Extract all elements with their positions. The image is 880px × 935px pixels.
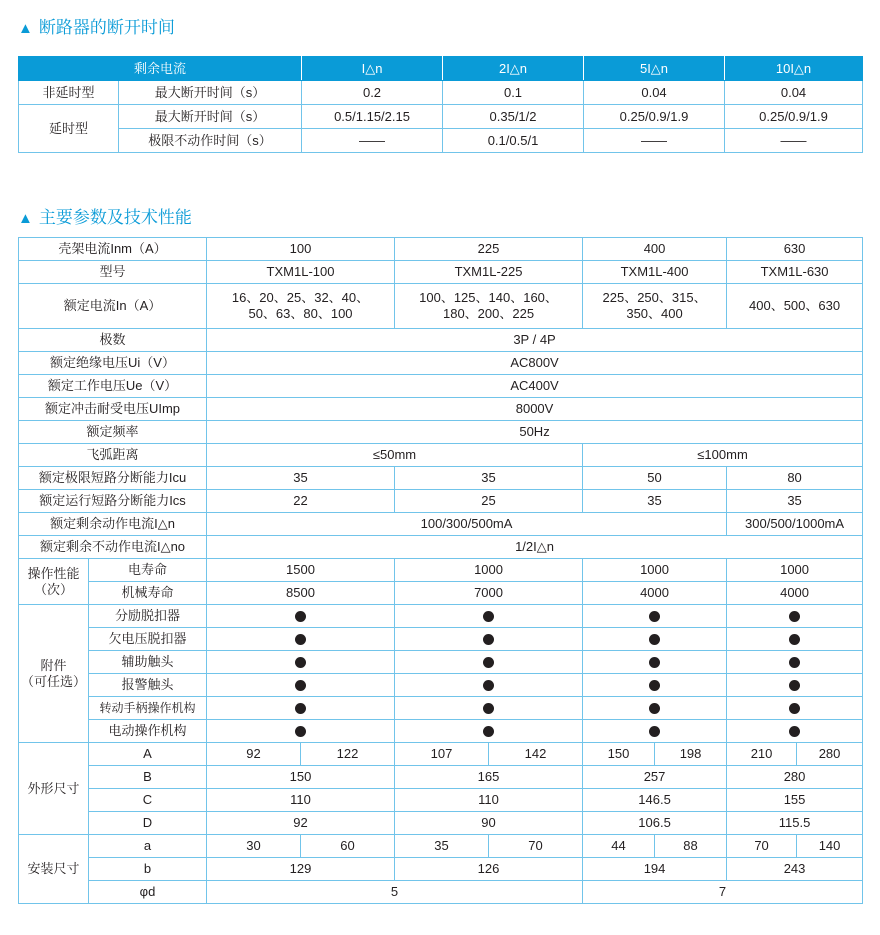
table-row [19,329,863,352]
cell: 7000 [395,582,583,605]
cell [727,605,863,628]
cell: 4000 [583,582,727,605]
cell: 243 [727,858,863,881]
cell: 1000 [395,559,583,582]
row-label: 最大断开时间（s） [119,81,302,105]
cell: —— [302,129,443,153]
filled-dot-icon [483,703,494,714]
row-label: 机械寿命 [89,582,207,605]
cell: 122 [301,743,395,766]
row-group: 外形尺寸 [19,743,89,835]
cell [727,697,863,720]
row-group: 延时型 [19,105,119,153]
line: 350、400 [626,306,683,321]
cell: 5 [207,881,583,904]
cell: 22 [207,490,395,513]
cell: 0.04 [584,81,725,105]
cell: 80 [727,467,863,490]
filled-dot-icon [789,703,800,714]
cell: 0.1/0.5/1 [443,129,584,153]
cell: 92 [207,743,301,766]
table-row [19,812,863,835]
section-title-main-params: ▲ 主要参数及技术性能 [18,208,192,227]
row-label: 额定运行短路分断能力Ics [19,490,207,513]
cell: 50Hz [207,421,863,444]
cell: 100 [207,238,395,261]
row-label: φd [89,881,207,904]
table-row [19,858,863,881]
cell [395,628,583,651]
table-row [19,467,863,490]
cell: 110 [395,789,583,812]
cell [727,628,863,651]
cell: TXM1L-630 [727,261,863,284]
row-label: 报警触头 [89,674,207,697]
table-row [19,105,863,129]
table-row [19,238,863,261]
filled-dot-icon [789,634,800,645]
filled-dot-icon [295,657,306,668]
row-label: 欠电压脱扣器 [89,628,207,651]
table-row [19,582,863,605]
cell: 150 [207,766,395,789]
line: 180、200、225 [442,306,535,321]
cell: 1500 [207,559,395,582]
cell: 8500 [207,582,395,605]
filled-dot-icon [789,680,800,691]
cell [583,651,727,674]
cell: 106.5 [583,812,727,835]
line: 附件 [40,657,67,673]
cell: 60 [301,835,395,858]
cell [727,284,863,329]
table-row [19,766,863,789]
cell [583,697,727,720]
cell [395,674,583,697]
cell: 142 [489,743,583,766]
line: 50、63、80、100 [248,306,353,321]
row-label: A [89,743,207,766]
cell: 107 [395,743,489,766]
cell: 129 [207,858,395,881]
cell: 115.5 [727,812,863,835]
cell: 0.25/0.9/1.9 [725,105,863,129]
table-row [19,421,863,444]
filled-dot-icon [649,657,660,668]
line: 100、125、140、160、 [419,290,558,305]
row-label: 辅助触头 [89,651,207,674]
table-row [19,398,863,421]
cell [207,628,395,651]
table-row [19,536,863,559]
cell: 50 [583,467,727,490]
row-group: 安装尺寸 [19,835,89,904]
cell [207,651,395,674]
table-row [19,605,863,628]
cell: 3P / 4P [207,329,863,352]
cell: 30 [207,835,301,858]
filled-dot-icon [789,611,800,622]
row-label: 分励脱扣器 [89,605,207,628]
cell [207,605,395,628]
table-row [19,628,863,651]
filled-dot-icon [649,611,660,622]
table-row [19,129,863,153]
filled-dot-icon [649,726,660,737]
row-label: 额定极限短路分断能力Icu [19,467,207,490]
row-group [19,605,89,743]
cell: 35 [727,490,863,513]
table-row [19,559,863,582]
table-row [19,743,863,766]
cell: TXM1L-100 [207,261,395,284]
cell: 90 [395,812,583,835]
table-row [19,789,863,812]
line: （可任选） [20,673,86,689]
cell: 35 [207,467,395,490]
table-row [19,261,863,284]
cell: 7 [583,881,863,904]
filled-dot-icon [483,726,494,737]
cell: 44 [583,835,655,858]
table-row [19,720,863,743]
cell [395,697,583,720]
cell [395,605,583,628]
row-group: 非延时型 [19,81,119,105]
cell: TXM1L-225 [395,261,583,284]
table-row [19,674,863,697]
cell [207,674,395,697]
cell: 225 [395,238,583,261]
cell: 100/300/500mA [207,513,727,536]
row-group [19,559,89,605]
filled-dot-icon [483,680,494,691]
cell: 150 [583,743,655,766]
header-cell: I△n [302,57,443,81]
cell [395,284,583,329]
cell: 110 [207,789,395,812]
main-params-table [18,237,863,904]
cell: 1/2I△n [207,536,863,559]
filled-dot-icon [649,703,660,714]
cell: 140 [797,835,863,858]
row-label: a [89,835,207,858]
cell: 300/500/1000mA [727,513,863,536]
row-label: 额定绝缘电压Ui（V） [19,352,207,375]
row-label: 转动手柄操作机构 [89,697,207,720]
cell [583,674,727,697]
cell: 70 [489,835,583,858]
cell: 35 [395,467,583,490]
cell: 35 [583,490,727,513]
header-cell: 剩余电流 [19,57,302,81]
cell [727,720,863,743]
filled-dot-icon [483,657,494,668]
cell: 1000 [583,559,727,582]
cell [583,628,727,651]
row-label: 型号 [19,261,207,284]
cell: ≤50mm [207,444,583,467]
filled-dot-icon [789,726,800,737]
header-cell: 5I△n [584,57,725,81]
row-label: 电寿命 [89,559,207,582]
row-label: B [89,766,207,789]
cell: 165 [395,766,583,789]
cell: —— [584,129,725,153]
cell [207,284,395,329]
line: 操作性能 [27,565,80,581]
cell: AC800V [207,352,863,375]
cell [583,720,727,743]
cell: 146.5 [583,789,727,812]
row-label: 壳架电流Inm（A） [19,238,207,261]
line: 225、250、315、 [602,290,707,305]
cell: 4000 [727,582,863,605]
cell: 280 [727,766,863,789]
filled-dot-icon [789,657,800,668]
row-label: 额定频率 [19,421,207,444]
filled-dot-icon [649,680,660,691]
row-label: 最大断开时间（s） [119,105,302,129]
cell: 194 [583,858,727,881]
cell: 1000 [727,559,863,582]
cell: 88 [655,835,727,858]
row-label: 额定冲击耐受电压UImp [19,398,207,421]
header-cell: 10I△n [725,57,863,81]
cell [583,605,727,628]
cell: 0.2 [302,81,443,105]
cell: TXM1L-400 [583,261,727,284]
cell: 0.35/1/2 [443,105,584,129]
cell [395,651,583,674]
row-label: 额定剩余动作电流I△n [19,513,207,536]
cell: AC400V [207,375,863,398]
filled-dot-icon [295,680,306,691]
table-row [19,835,863,858]
cell [727,651,863,674]
filled-dot-icon [295,634,306,645]
row-label: 额定电流In（A） [19,284,207,329]
cell: 70 [727,835,797,858]
cell: 0.1 [443,81,584,105]
row-label: 极限不动作时间（s） [119,129,302,153]
table-row [19,375,863,398]
cell: 92 [207,812,395,835]
break-time-table [18,56,863,153]
row-label: 极数 [19,329,207,352]
table-row [19,881,863,904]
row-label: 额定剩余不动作电流I△no [19,536,207,559]
line: 400、500、630 [749,298,841,313]
row-label: 电动操作机构 [89,720,207,743]
cell: 0.25/0.9/1.9 [584,105,725,129]
cell: 0.5/1.15/2.15 [302,105,443,129]
triangle-icon: ▲ [18,210,33,227]
table-row [19,490,863,513]
cell: 280 [797,743,863,766]
header-cell: 2I△n [443,57,584,81]
section-title-break-time: ▲ 断路器的断开时间 [18,18,175,37]
table-header-row [19,57,863,81]
row-label: b [89,858,207,881]
cell [727,674,863,697]
cell: 198 [655,743,727,766]
table-row [19,81,863,105]
cell [207,720,395,743]
cell: 35 [395,835,489,858]
filled-dot-icon [295,726,306,737]
table-row [19,352,863,375]
cell [207,697,395,720]
triangle-icon: ▲ [18,20,33,37]
cell: 630 [727,238,863,261]
cell: 0.04 [725,81,863,105]
table-row [19,284,863,329]
table-row [19,444,863,467]
cell: 126 [395,858,583,881]
cell: 8000V [207,398,863,421]
table-row [19,697,863,720]
line: （次） [33,581,73,597]
cell: —— [725,129,863,153]
table-row [19,513,863,536]
cell: 400 [583,238,727,261]
cell: 257 [583,766,727,789]
row-label: 飞弧距离 [19,444,207,467]
cell [395,720,583,743]
filled-dot-icon [649,634,660,645]
table-row [19,651,863,674]
cell [583,284,727,329]
filled-dot-icon [483,611,494,622]
cell: 25 [395,490,583,513]
cell: 155 [727,789,863,812]
line: 16、20、25、32、40、 [231,290,370,305]
row-label: C [89,789,207,812]
filled-dot-icon [483,634,494,645]
filled-dot-icon [295,703,306,714]
row-label: 额定工作电压Ue（V） [19,375,207,398]
row-label: D [89,812,207,835]
cell: 210 [727,743,797,766]
filled-dot-icon [295,611,306,622]
cell: ≤100mm [583,444,863,467]
